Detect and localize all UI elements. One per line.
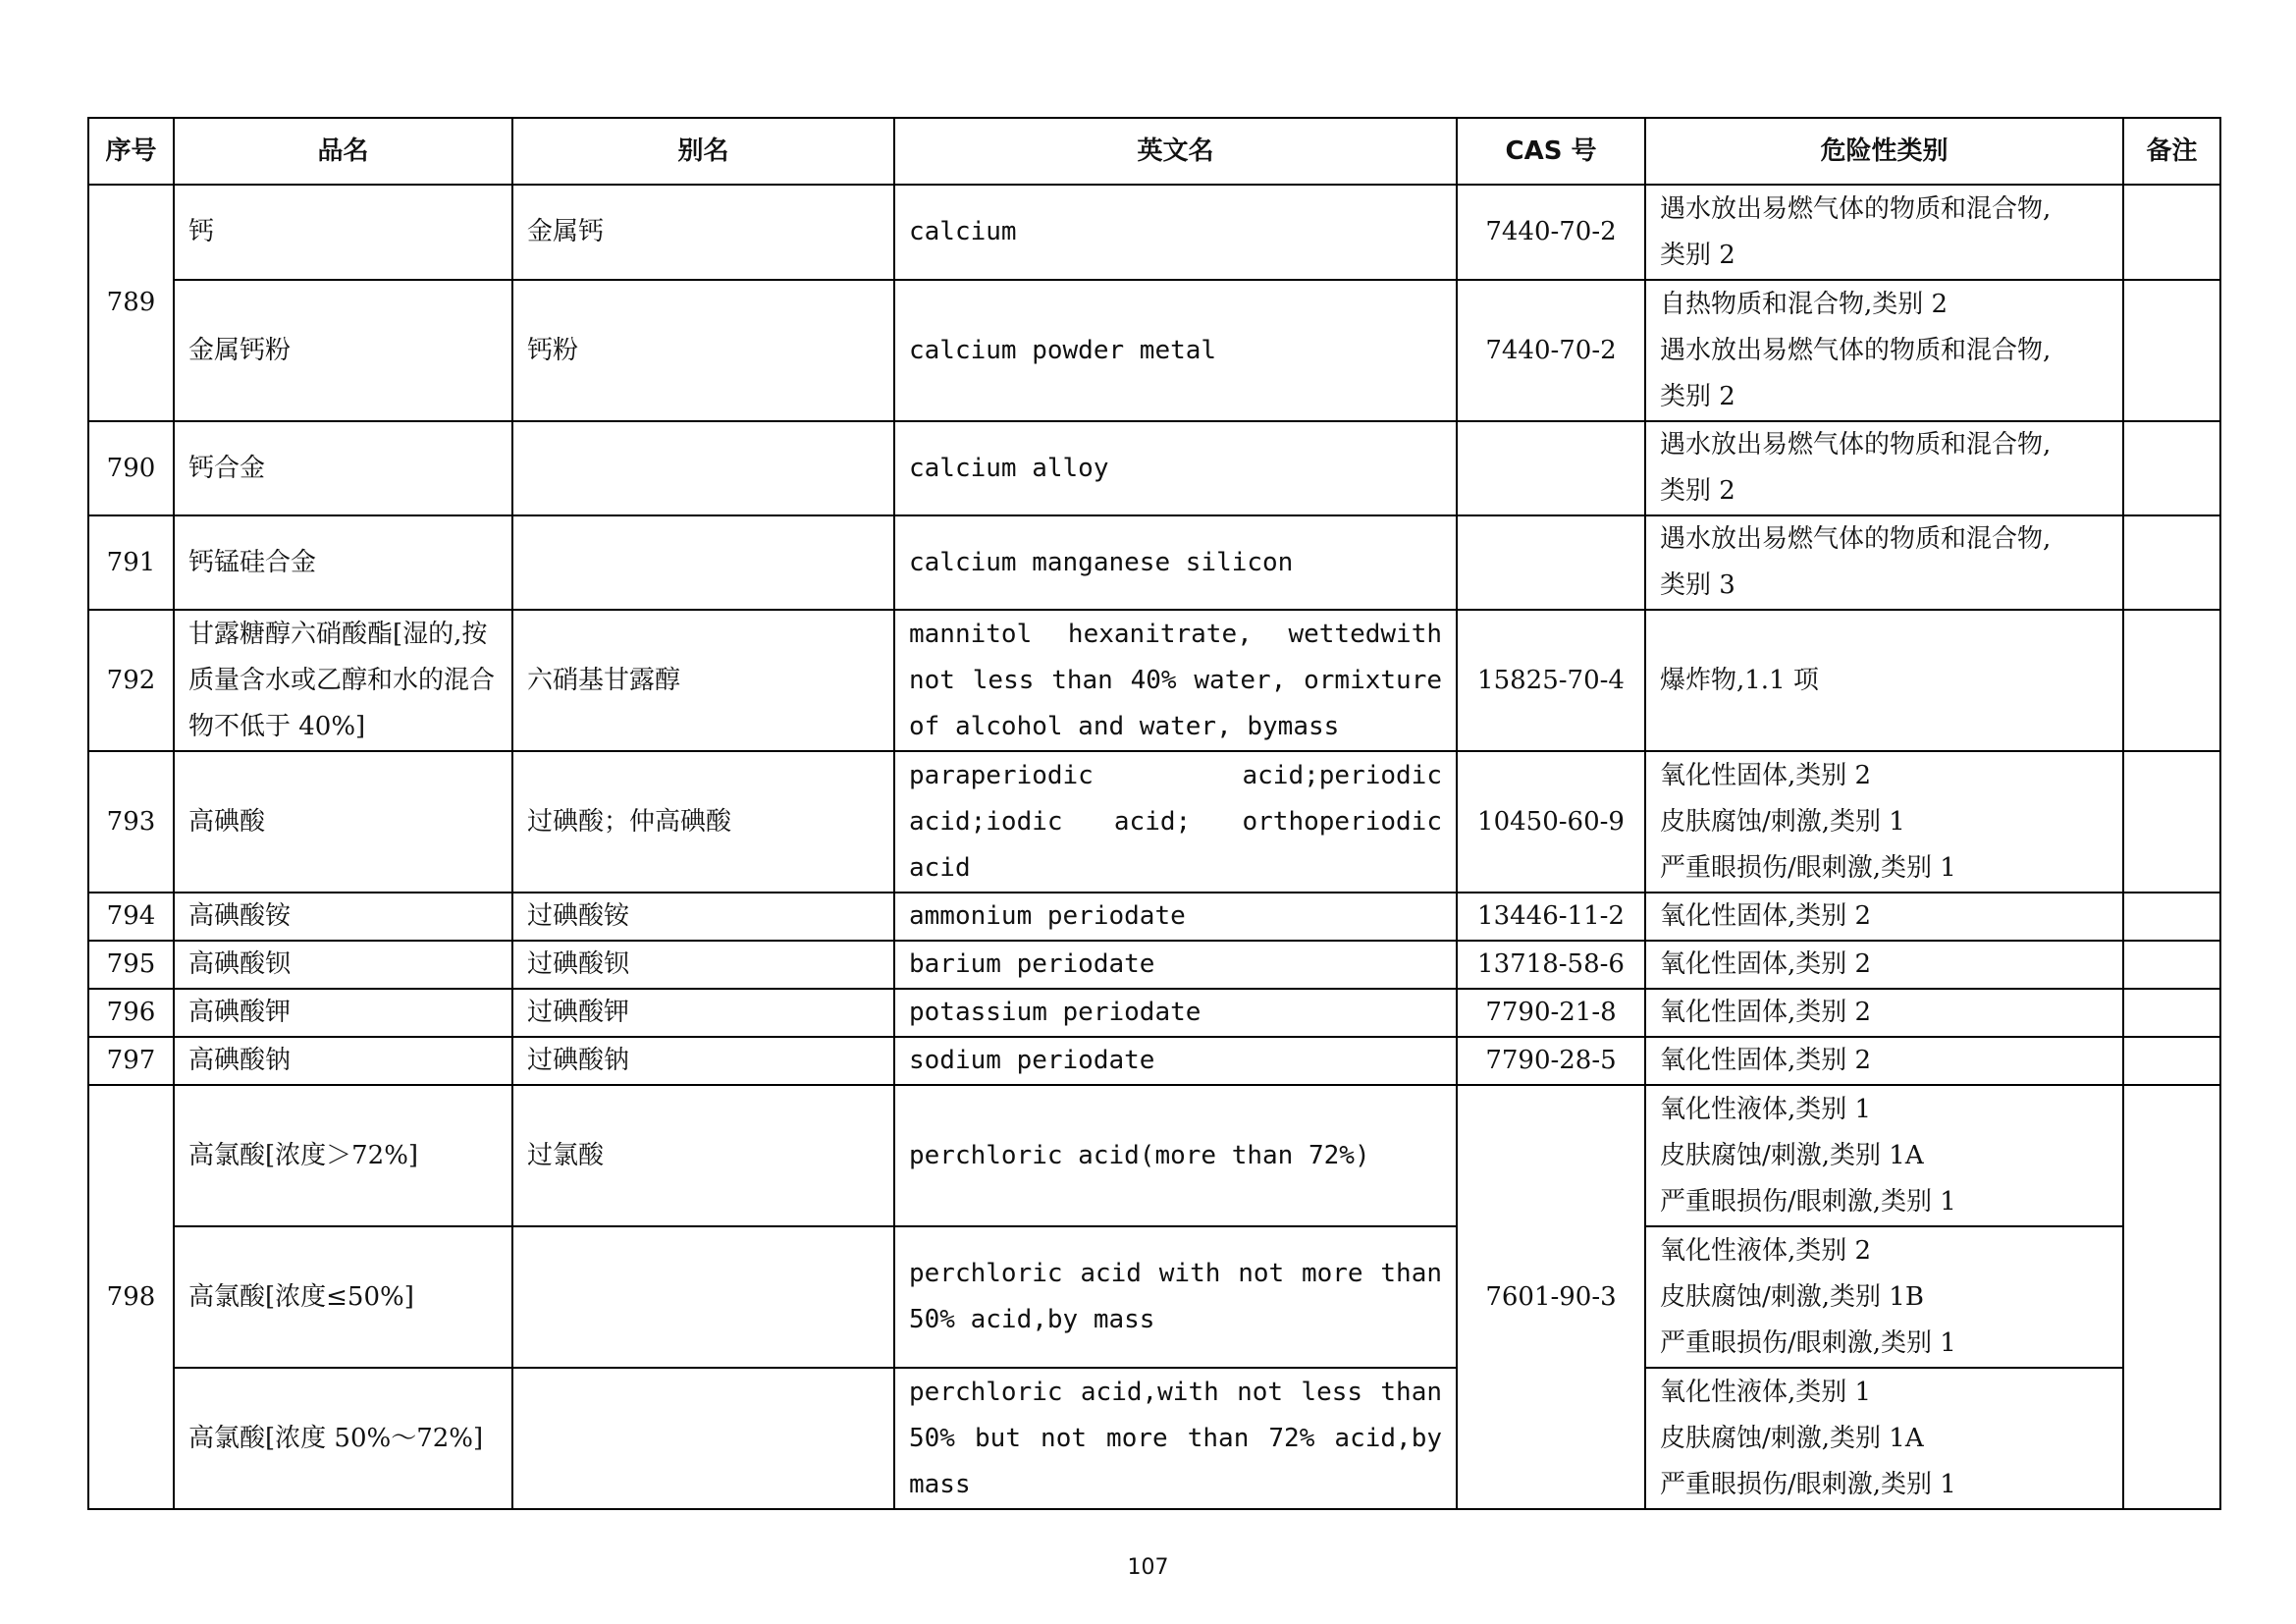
header-cas-no: CAS 号 <box>1457 118 1645 185</box>
alias-cell: 过碘酸铵 <box>512 893 894 941</box>
remarks-cell <box>2123 280 2220 421</box>
serial-no-cell: 792 <box>88 610 174 751</box>
alias-cell: 过碘酸；仲高碘酸 <box>512 751 894 893</box>
table-row <box>88 280 2220 421</box>
product-name-cell: 高碘酸钾 <box>174 989 512 1037</box>
hazard-class-cell: 氧化性固体,类别 2 <box>1645 941 2123 989</box>
table-row <box>88 1368 2220 1509</box>
serial-no-cell: 791 <box>88 515 174 610</box>
hazard-line: 遇水放出易燃气体的物质和混合物, <box>1660 430 2052 460</box>
alias-cell <box>512 421 894 515</box>
cas-cell <box>1457 515 1645 610</box>
hazard-line: 类别 2 <box>1660 476 1735 506</box>
cas-cell: 15825-70-4 <box>1457 610 1645 751</box>
serial-no-cell: 790 <box>88 421 174 515</box>
alias-cell <box>512 515 894 610</box>
hazard-line: 遇水放出易燃气体的物质和混合物, <box>1660 193 2052 224</box>
product-name-cell: 高氯酸[浓度＞72%] <box>174 1085 512 1226</box>
english-name-cell: sodium periodate <box>894 1037 1457 1085</box>
product-name-cell: 钙锰硅合金 <box>174 515 512 610</box>
remarks-cell <box>2123 751 2220 893</box>
hazard-line: 类别 3 <box>1660 570 1735 600</box>
product-name-cell: 金属钙粉 <box>174 280 512 421</box>
table-row <box>88 421 2220 515</box>
hazard-line: 皮肤腐蚀/刺激,类别 1 <box>1660 806 1905 837</box>
header-alias: 别名 <box>512 118 894 185</box>
english-name-cell: paraperiodic acid;periodic acid;iodic acid; orthoperiodic acid <box>894 751 1457 893</box>
hazard-line: 皮肤腐蚀/刺激,类别 1A <box>1660 1140 1924 1170</box>
remarks-cell <box>2123 1085 2220 1509</box>
product-name-cell: 高氯酸[浓度≤50%] <box>174 1226 512 1368</box>
hazard-class-cell <box>1645 421 2123 515</box>
english-name-cell: ammonium periodate <box>894 893 1457 941</box>
hazard-line: 遇水放出易燃气体的物质和混合物, <box>1660 335 2052 365</box>
hazard-class-cell <box>1645 1085 2123 1226</box>
header-hazard-class: 危险性类别 <box>1645 118 2123 185</box>
remarks-cell <box>2123 515 2220 610</box>
table-row <box>88 1226 2220 1368</box>
header-english-name: 英文名 <box>894 118 1457 185</box>
english-name-cell: barium periodate <box>894 941 1457 989</box>
serial-no-cell: 797 <box>88 1037 174 1085</box>
serial-no-cell: 795 <box>88 941 174 989</box>
alias-cell: 过碘酸钡 <box>512 941 894 989</box>
cas-cell <box>1457 421 1645 515</box>
hazardous-chemicals-table <box>87 117 2221 1510</box>
english-name-cell: calcium powder metal <box>894 280 1457 421</box>
hazard-line: 严重眼损伤/眼刺激,类别 1 <box>1660 1327 1956 1358</box>
product-name-cell: 高碘酸钠 <box>174 1037 512 1085</box>
remarks-cell <box>2123 893 2220 941</box>
alias-cell <box>512 1368 894 1509</box>
hazard-line: 皮肤腐蚀/刺激,类别 1B <box>1660 1281 1924 1312</box>
cas-cell: 10450-60-9 <box>1457 751 1645 893</box>
serial-no-cell: 796 <box>88 989 174 1037</box>
hazard-line: 自热物质和混合物,类别 2 <box>1660 289 1949 319</box>
hazard-line: 氧化性液体,类别 1 <box>1660 1377 1872 1407</box>
remarks-cell <box>2123 941 2220 989</box>
serial-no-cell: 789 <box>88 185 174 421</box>
serial-no-cell: 798 <box>88 1085 174 1509</box>
hazard-class-cell <box>1645 515 2123 610</box>
product-name-cell: 高碘酸钡 <box>174 941 512 989</box>
hazard-line: 氧化性液体,类别 2 <box>1660 1235 1872 1266</box>
remarks-cell <box>2123 989 2220 1037</box>
table-row <box>88 989 2220 1037</box>
table-row <box>88 941 2220 989</box>
english-name-cell: potassium periodate <box>894 989 1457 1037</box>
table-header-row <box>88 118 2220 185</box>
hazard-class-cell <box>1645 280 2123 421</box>
hazard-line: 爆炸物,1.1 项 <box>1660 665 1819 695</box>
hazard-class-cell <box>1645 1368 2123 1509</box>
alias-cell: 钙粉 <box>512 280 894 421</box>
hazard-class-cell <box>1645 751 2123 893</box>
english-name-cell: calcium manganese silicon <box>894 515 1457 610</box>
english-name-cell: calcium alloy <box>894 421 1457 515</box>
alias-cell: 过碘酸钠 <box>512 1037 894 1085</box>
hazard-class-cell <box>1645 610 2123 751</box>
header-remarks: 备注 <box>2123 118 2220 185</box>
cas-cell: 7790-28-5 <box>1457 1037 1645 1085</box>
table-row <box>88 515 2220 610</box>
alias-cell <box>512 1226 894 1368</box>
hazard-class-cell: 氧化性固体,类别 2 <box>1645 893 2123 941</box>
hazard-line: 皮肤腐蚀/刺激,类别 1A <box>1660 1423 1924 1453</box>
alias-cell: 金属钙 <box>512 185 894 280</box>
hazard-class-cell <box>1645 185 2123 280</box>
header-serial-no: 序号 <box>88 118 174 185</box>
serial-no-cell: 794 <box>88 893 174 941</box>
table-row <box>88 751 2220 893</box>
hazard-line: 严重眼损伤/眼刺激,类别 1 <box>1660 852 1956 883</box>
hazard-line: 氧化性液体,类别 1 <box>1660 1094 1872 1124</box>
english-name-cell: calcium <box>894 185 1457 280</box>
remarks-cell <box>2123 185 2220 280</box>
table-row <box>88 610 2220 751</box>
page-number: 107 <box>1127 1555 1169 1580</box>
hazard-line: 氧化性固体,类别 2 <box>1660 760 1872 790</box>
table-row <box>88 185 2220 280</box>
cas-cell: 7440-70-2 <box>1457 185 1645 280</box>
table-row <box>88 893 2220 941</box>
product-name-cell: 甘露糖醇六硝酸酯[湿的,按质量含水或乙醇和水的混合物不低于 40%] <box>174 610 512 751</box>
remarks-cell <box>2123 610 2220 751</box>
english-name-cell: perchloric acid(more than 72%) <box>894 1085 1457 1226</box>
hazard-line: 严重眼损伤/眼刺激,类别 1 <box>1660 1186 1956 1217</box>
cas-cell: 7440-70-2 <box>1457 280 1645 421</box>
remarks-cell <box>2123 1037 2220 1085</box>
product-name-cell: 钙 <box>174 185 512 280</box>
table-row <box>88 1085 2220 1226</box>
product-name-cell: 钙合金 <box>174 421 512 515</box>
english-name-cell: perchloric acid with not more than 50% acid,by mass <box>894 1226 1457 1368</box>
cas-cell: 7790-21-8 <box>1457 989 1645 1037</box>
alias-cell: 六硝基甘露醇 <box>512 610 894 751</box>
alias-cell: 过碘酸钾 <box>512 989 894 1037</box>
product-name-cell: 高碘酸 <box>174 751 512 893</box>
table-row <box>88 1037 2220 1085</box>
serial-no-cell: 793 <box>88 751 174 893</box>
remarks-cell <box>2123 421 2220 515</box>
hazard-line: 类别 2 <box>1660 240 1735 270</box>
cas-cell: 7601-90-3 <box>1457 1085 1645 1509</box>
cas-cell: 13718-58-6 <box>1457 941 1645 989</box>
cas-cell: 13446-11-2 <box>1457 893 1645 941</box>
header-product-name: 品名 <box>174 118 512 185</box>
hazard-class-cell: 氧化性固体,类别 2 <box>1645 989 2123 1037</box>
english-name-cell: perchloric acid,with not less than 50% but not more than 72% acid,by mass <box>894 1368 1457 1509</box>
product-name-cell: 高氯酸[浓度 50%～72%] <box>174 1368 512 1509</box>
english-name-cell: mannitol hexanitrate, wettedwith not less than 40% water, ormixture of alcohol and water, bymass <box>894 610 1457 751</box>
hazard-line: 类别 2 <box>1660 381 1735 411</box>
product-name-cell: 高碘酸铵 <box>174 893 512 941</box>
hazard-class-cell: 氧化性固体,类别 2 <box>1645 1037 2123 1085</box>
hazard-class-cell <box>1645 1226 2123 1368</box>
hazard-line: 严重眼损伤/眼刺激,类别 1 <box>1660 1469 1956 1499</box>
hazard-line: 遇水放出易燃气体的物质和混合物, <box>1660 524 2052 554</box>
alias-cell: 过氯酸 <box>512 1085 894 1226</box>
